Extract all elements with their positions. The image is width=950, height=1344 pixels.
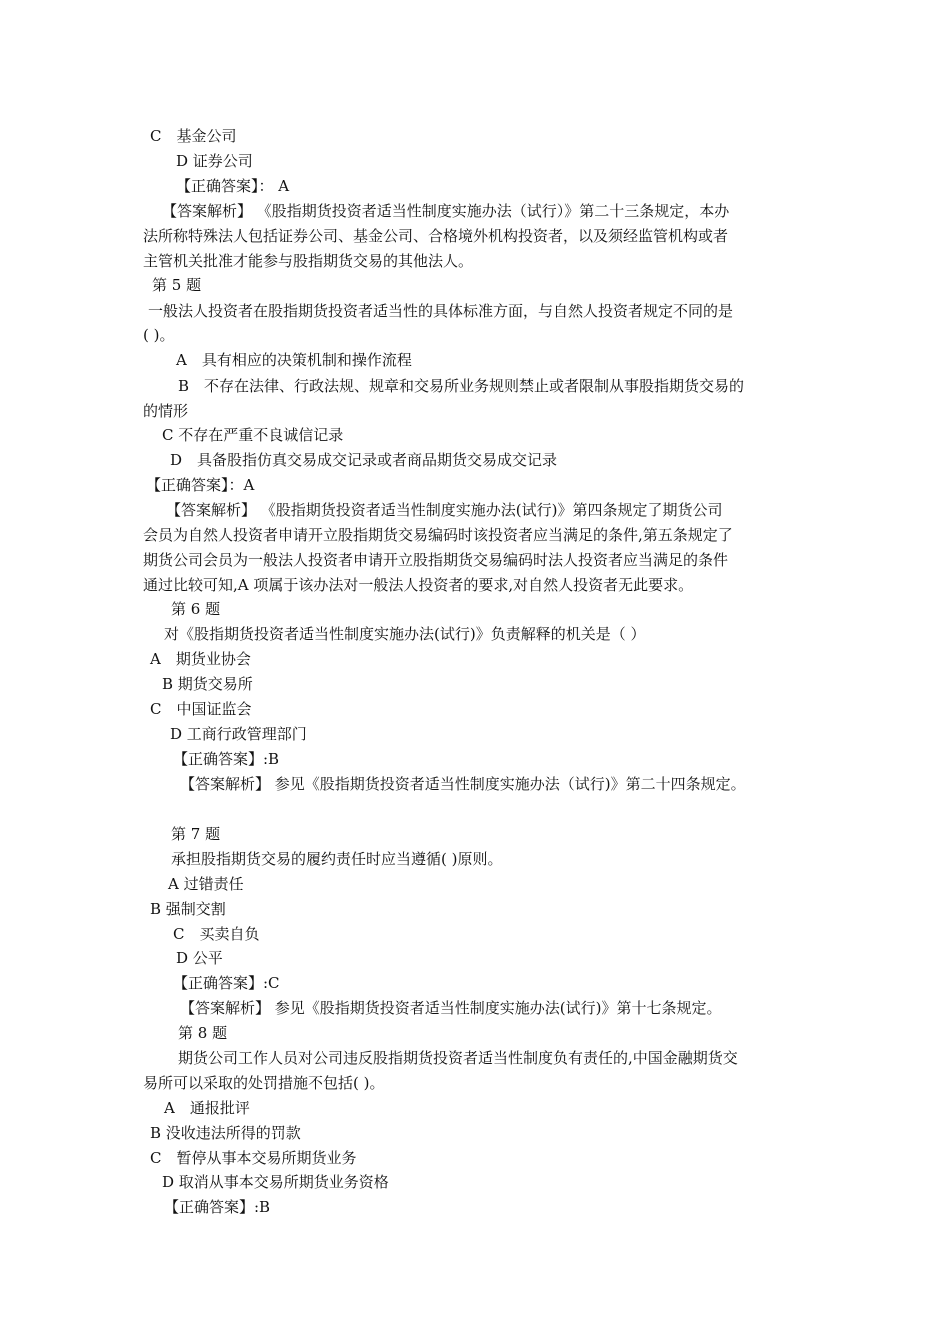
option-a-q8: A 通报批评 [164, 1099, 250, 1117]
analysis-q5-line1: 【答案解析】 《股指期货投资者适当性制度实施办法(试行)》第四条规定了期货公司 [166, 501, 723, 519]
question-6-text: 对《股指期货投资者适当性制度实施办法(试行)》负责解释的机关是（ ） [164, 625, 646, 643]
option-b-q5-line2: 的情形 [143, 402, 189, 420]
correct-answer-q5: 【正确答案】：A [146, 476, 255, 494]
analysis-q4-line1: 【答案解析】 《股指期货投资者适当性制度实施办法（试行）》第二十三条规定，本办 [162, 202, 730, 220]
question-8-text-line2: 易所可以采取的处罚措施不包括( )。 [143, 1074, 385, 1092]
question-7-heading: 第 7 题 [171, 825, 221, 843]
question-5-text-line2: ( )。 [143, 326, 175, 344]
correct-answer-q7: 【正确答案】:C [173, 974, 280, 992]
option-d-q5: D 具备股指仿真交易成交记录或者商品期货交易成交记录 [170, 451, 558, 469]
question-7-text: 承担股指期货交易的履约责任时应当遵循( )原则。 [171, 850, 503, 868]
option-d-q4: D 证券公司 [176, 152, 253, 170]
option-c-q7: C 买卖自负 [173, 925, 260, 943]
option-a-q5: A 具有相应的决策机制和操作流程 [176, 351, 412, 369]
correct-answer-q8: 【正确答案】:B [164, 1198, 271, 1216]
option-b-q6: B 期货交易所 [162, 675, 253, 693]
analysis-q7: 【答案解析】 参见《股指期货投资者适当性制度实施办法(试行)》第十七条规定。 [180, 999, 722, 1017]
analysis-q5-line3: 期货公司会员为一般法人投资者申请开立股指期货交易编码时法人投资者应当满足的条件 [143, 551, 729, 569]
question-5-text-line1: 一般法人投资者在股指期货投资者适当性的具体标准方面，与自然人投资者规定不同的是 [148, 302, 734, 320]
analysis-q5-line4: 通过比较可知,A 项属于该办法对一般法人投资者的要求,对自然人投资者无此要求。 [143, 576, 694, 594]
option-c-q8: C 暂停从事本交易所期货业务 [150, 1149, 357, 1167]
option-d-q7: D 公平 [176, 949, 223, 967]
question-6-heading: 第 6 题 [171, 600, 221, 618]
option-b-q7: B 强制交割 [150, 900, 226, 918]
correct-answer-q6: 【正确答案】:B [173, 750, 280, 768]
analysis-q6: 【答案解析】 参见《股指期货投资者适当性制度实施办法（试行)》第二十四条规定。 [180, 775, 746, 793]
correct-answer-q4: 【正确答案】： A [176, 177, 290, 195]
option-b-q8: B 没收违法所得的罚款 [150, 1124, 301, 1142]
analysis-q5-line2: 会员为自然人投资者申请开立股指期货交易编码时该投资者应当满足的条件,第五条规定了 [143, 526, 733, 544]
option-d-q6: D 工商行政管理部门 [170, 725, 307, 743]
option-b-q5-line1: B 不存在法律、行政法规、规章和交易所业务规则禁止或者限制从事股指期货交易的 [178, 377, 745, 395]
option-a-q6: A 期货业协会 [150, 650, 251, 668]
option-a-q7: A 过错责任 [168, 875, 244, 893]
option-c-q4: C 基金公司 [150, 127, 237, 145]
question-8-text-line1: 期货公司工作人员对公司违反股指期货投资者适当性制度负有责任的,中国金融期货交 [178, 1049, 738, 1067]
analysis-q4-line3: 主管机关批准才能参与股指期货交易的其他法人。 [143, 252, 474, 270]
question-5-heading: 第 5 题 [152, 276, 202, 294]
option-c-q6: C 中国证监会 [150, 700, 252, 718]
option-d-q8: D 取消从事本交易所期货业务资格 [162, 1173, 389, 1191]
option-c-q5: C 不存在严重不良诚信记录 [162, 426, 344, 444]
question-8-heading: 第 8 题 [178, 1024, 228, 1042]
analysis-q4-line2: 法所称特殊法人包括证券公司、基金公司、合格境外机构投资者，以及须经监管机构或者 [143, 227, 729, 245]
